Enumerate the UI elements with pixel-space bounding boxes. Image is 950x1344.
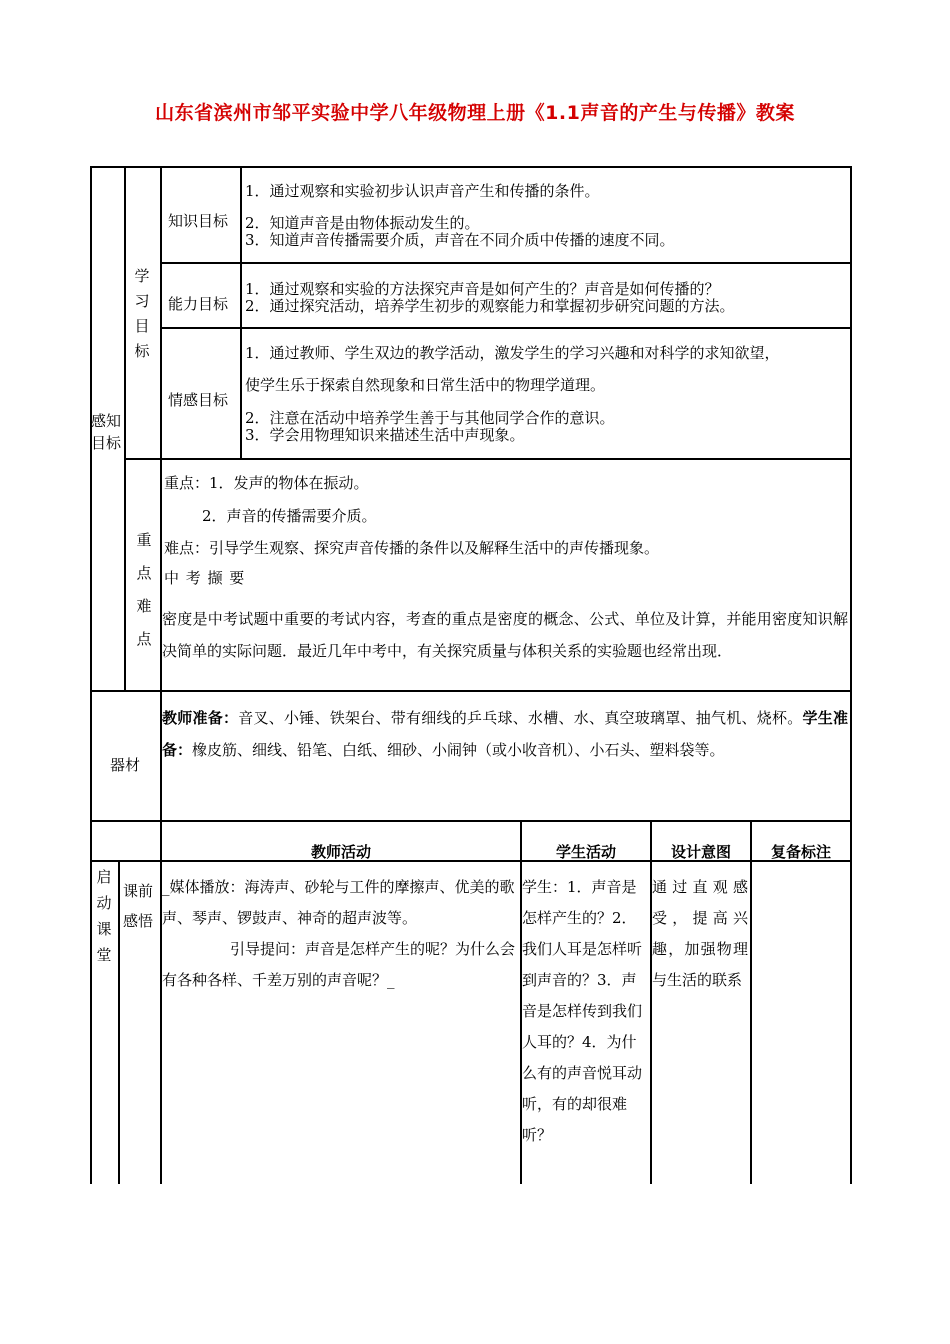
substage-label: 课前 感悟: [123, 882, 154, 930]
ability-goals-label: 能力目标: [168, 295, 229, 313]
keypoint-line: 2．声音的传播需要介质。: [202, 507, 377, 525]
emotion-goals-label: 情感目标: [168, 391, 229, 409]
emotion-item: 2．注意在活动中培养学生善于与其他同学合作的意识。: [245, 409, 615, 427]
table-border-left: [90, 166, 92, 1184]
divider: [124, 166, 126, 691]
knowledge-item: 3．知道声音传播需要介质，声音在不同介质中传播的速度不同。: [245, 231, 675, 249]
divider: [240, 166, 242, 460]
teacher-guiding-question: 引导提问：声音是怎样产生的呢？为什么会有各种各样、千差万别的声音呢？_: [162, 940, 516, 989]
student-prep-label: 学生准备：: [162, 709, 848, 759]
divider: [124, 458, 852, 460]
equipment-label: 器材: [110, 756, 141, 774]
equipment-text: [162, 702, 848, 766]
divider: [160, 327, 852, 329]
teacher-prep-text: 音叉、小锤、铁架台、带有细线的乒乓球、水槽、水、真空玻璃罩、抽气机、烧杯。: [238, 709, 803, 727]
design-intent-text: 通过直观感受，提高兴趣，加强物理与生活的联系: [652, 878, 748, 989]
lesson-plan-table: [90, 166, 852, 1184]
student-activity-text: 学生：1．声音是怎样产生的？2．我们人耳是怎样听到声音的？3．声音是怎样传到我们人耳的？4．为什么有的声音悦耳动听，有的却很难听？: [522, 878, 643, 1144]
exam-summary: 密度是中考试题中重要的考试内容，考查的重点是密度的概念、公式、单位及计算，并能用密度知识解决简单的实际问题．最近几年中考中，有关探究质量与体积关系的实验题也经常出现．: [162, 610, 848, 660]
exam-heading: 中 考 撷 要: [164, 569, 246, 587]
header-review-notes: 复备标注: [770, 843, 831, 861]
knowledge-item: 2．知道声音是由物体振动发生的。: [245, 214, 480, 232]
study-goals-label: 学 习 目 标: [134, 267, 150, 360]
divider: [90, 820, 852, 822]
table-border-right: [850, 166, 852, 1184]
header-design-intent: 设计意图: [670, 843, 731, 861]
page-title: 山东省滨州市邹平实验中学八年级物理上册《1.1声音的产生与传播》教案: [155, 102, 795, 124]
stage-label: 启 动 课 堂: [96, 868, 112, 964]
keypoints-label: 重 点 难 点: [136, 531, 152, 648]
divider: [160, 262, 852, 264]
emotion-item: 使学生乐于探索自然现象和日常生活中的物理学道理。: [245, 376, 606, 394]
divider: [90, 690, 852, 692]
teacher-media-play: _媒体播放：海涛声、砂轮与工件的摩擦声、优美的歌声、琴声、锣鼓声、神奇的超声波等。: [162, 878, 515, 927]
keypoint-line: 重点：1．发声的物体在振动。: [164, 474, 369, 492]
difficulty-line: 难点：引导学生观察、探究声音传播的条件以及解释生活中的声传播现象。: [164, 539, 660, 557]
ability-item: 1．通过观察和实验的方法探究声音是如何产生的？声音是如何传播的？: [245, 280, 720, 298]
divider: [118, 860, 120, 1184]
header-student-activity: 学生活动: [555, 843, 616, 861]
emotion-item: 1．通过教师、学生双边的教学活动，激发学生的学习兴趣和对科学的求知欲望，: [245, 344, 780, 362]
divider: [750, 820, 752, 1184]
table-border-top: [90, 166, 852, 168]
ability-item: 2．通过探究活动，培养学生初步的观察能力和掌握初步研究问题的方法。: [245, 297, 735, 315]
teacher-prep-label: 教师准备：: [162, 709, 239, 727]
header-teacher-activity: 教师活动: [310, 843, 371, 861]
knowledge-goals-label: 知识目标: [168, 212, 229, 230]
knowledge-item: 1．通过观察和实验初步认识声音产生和传播的条件。: [245, 182, 600, 200]
emotion-item: 3．学会用物理知识来描述生活中声现象。: [245, 426, 525, 444]
student-prep-text: 橡皮筋、细线、铅笔、白纸、细砂、小闹钟（或小收音机）、小石头、塑料袋等。: [192, 741, 725, 759]
divider: [160, 166, 162, 460]
teacher-activity-text: [162, 872, 518, 996]
goals-section-label: 感知 目标: [91, 412, 122, 452]
